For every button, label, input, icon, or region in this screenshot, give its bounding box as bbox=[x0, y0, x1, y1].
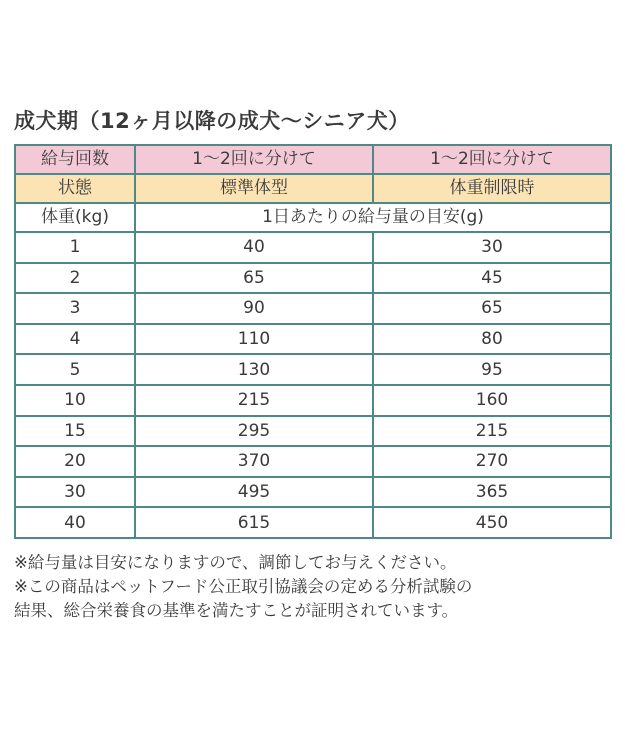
weight-header-row bbox=[15, 203, 611, 232]
feeding-count-row bbox=[15, 145, 611, 174]
standard-amount-cell: 40 bbox=[135, 232, 373, 263]
weight-cell: 30 bbox=[15, 477, 135, 508]
table-row bbox=[15, 293, 611, 324]
table-row bbox=[15, 354, 611, 385]
restricted-amount-cell: 80 bbox=[373, 324, 611, 355]
table-row bbox=[15, 263, 611, 294]
standard-amount-cell: 615 bbox=[135, 507, 373, 538]
note-line: ※給与量は目安になりますので、調節してお与えください。 bbox=[14, 552, 457, 572]
weight-cell: 10 bbox=[15, 385, 135, 416]
weight-cell: 4 bbox=[15, 324, 135, 355]
weight-header-label: 体重(kg) bbox=[15, 203, 135, 232]
note-line: ※この商品はペットフード公正取引協議会の定める分析試験の bbox=[14, 576, 473, 596]
standard-amount-cell: 495 bbox=[135, 477, 373, 508]
weight-cell: 3 bbox=[15, 293, 135, 324]
table-row bbox=[15, 232, 611, 263]
standard-amount-cell: 90 bbox=[135, 293, 373, 324]
table-row bbox=[15, 446, 611, 477]
standard-amount-cell: 215 bbox=[135, 385, 373, 416]
restricted-amount-cell: 365 bbox=[373, 477, 611, 508]
weight-cell: 15 bbox=[15, 416, 135, 447]
weight-cell: 2 bbox=[15, 263, 135, 294]
weight-cell: 5 bbox=[15, 354, 135, 385]
restricted-amount-cell: 30 bbox=[373, 232, 611, 263]
weight-cell: 1 bbox=[15, 232, 135, 263]
restricted-amount-cell: 65 bbox=[373, 293, 611, 324]
restricted-amount-cell: 450 bbox=[373, 507, 611, 538]
standard-amount-cell: 110 bbox=[135, 324, 373, 355]
condition-standard: 標準体型 bbox=[135, 174, 373, 203]
restricted-amount-cell: 45 bbox=[373, 263, 611, 294]
daily-amount-header: 1日あたりの給与量の目安(g) bbox=[135, 203, 611, 232]
table-row bbox=[15, 324, 611, 355]
standard-amount-cell: 370 bbox=[135, 446, 373, 477]
condition-label: 状態 bbox=[15, 174, 135, 203]
note-line: 結果、総合栄養食の基準を満たすことが証明されています。 bbox=[14, 600, 459, 620]
condition-restricted: 体重制限時 bbox=[373, 174, 611, 203]
feeding-count-restricted: 1〜2回に分けて bbox=[373, 145, 611, 174]
table-row bbox=[15, 477, 611, 508]
page-title: 成犬期（12ヶ月以降の成犬〜シニア犬） bbox=[14, 109, 410, 133]
weight-cell: 20 bbox=[15, 446, 135, 477]
standard-amount-cell: 130 bbox=[135, 354, 373, 385]
table-row bbox=[15, 507, 611, 538]
standard-amount-cell: 65 bbox=[135, 263, 373, 294]
restricted-amount-cell: 215 bbox=[373, 416, 611, 447]
feeding-count-label: 給与回数 bbox=[15, 145, 135, 174]
feeding-count-standard: 1〜2回に分けて bbox=[135, 145, 373, 174]
table-row bbox=[15, 385, 611, 416]
restricted-amount-cell: 160 bbox=[373, 385, 611, 416]
condition-row bbox=[15, 174, 611, 203]
restricted-amount-cell: 270 bbox=[373, 446, 611, 477]
notes bbox=[14, 551, 612, 623]
weight-cell: 40 bbox=[15, 507, 135, 538]
restricted-amount-cell: 95 bbox=[373, 354, 611, 385]
table-row bbox=[15, 416, 611, 447]
standard-amount-cell: 295 bbox=[135, 416, 373, 447]
feeding-table bbox=[14, 144, 612, 539]
feeding-guide bbox=[14, 104, 612, 623]
